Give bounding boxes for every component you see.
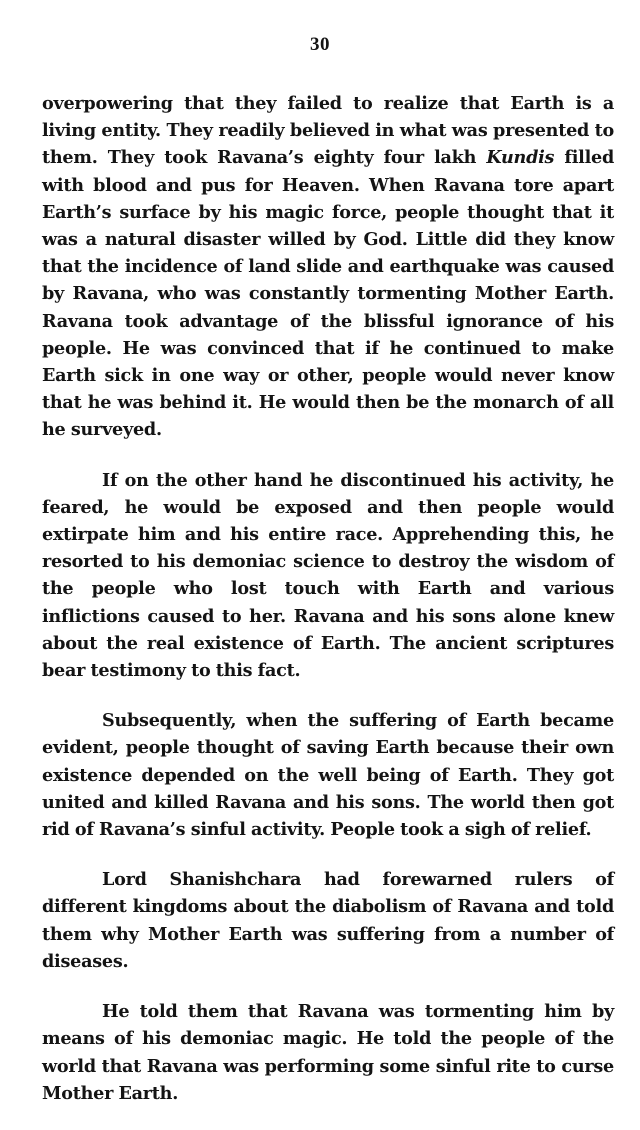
text-run: overpowering that they failed to realize that Earth is a living entity. They readily believed in what was presented to them. They took Ravana’s eighty four lakh (42, 93, 614, 169)
text-run: Lord Shanishchara had forewarned rulers of different kingdoms about the diabolism of Ravana and told them why Mother Earth was suffering from a number of diseases. (42, 869, 614, 972)
italic-term: Kundis (486, 147, 555, 169)
text-run: If on the other hand he discontinued his activity, he feared, he would be exposed and then people would extirpate him and his entire race. Apprehending this, he resorted to his demoniac science to destroy the wisdom of the people who lost touch with Earth and various inflictions caused to her. Ravana and his sons alone knew about the real existence of Earth. The ancient scriptures bear testimony to this fact. (42, 469, 614, 682)
page-number: 30 (310, 34, 330, 55)
paragraph (42, 866, 614, 975)
text-run: filled with blood and pus for Heaven. When Ravana tore apart Earth’s surface by his magic force, people thought that it was a natural disaster willed by God. Little did they know that the incidence of land slide and earthquake was caused by Ravana, who was constantly tormenting Mother Earth. Ravana took advantage of the blissful ignorance of his people. He was convinced that if he continued to make Earth sick in one way or other, people would never know that he was behind it. He would then be the monarch of all he surveyed. (42, 147, 614, 441)
text-run: He told them that Ravana was tormenting him by means of his demoniac magic. He told the people of the world that Ravana was performing some sinful rite to curse Mother Earth. (42, 1001, 614, 1104)
paragraph (42, 707, 614, 843)
text-run: Subsequently, when the suffering of Earth became evident, people thought of saving Earth because their own existence depended on the well being of Earth. They got united and killed Ravana and his sons. The world then got rid of Ravana’s sinful activity. People took a sigh of relief. (42, 710, 614, 841)
paragraph (42, 90, 614, 444)
paragraph (42, 998, 614, 1107)
paragraph (42, 467, 614, 685)
body-text (42, 90, 614, 1130)
